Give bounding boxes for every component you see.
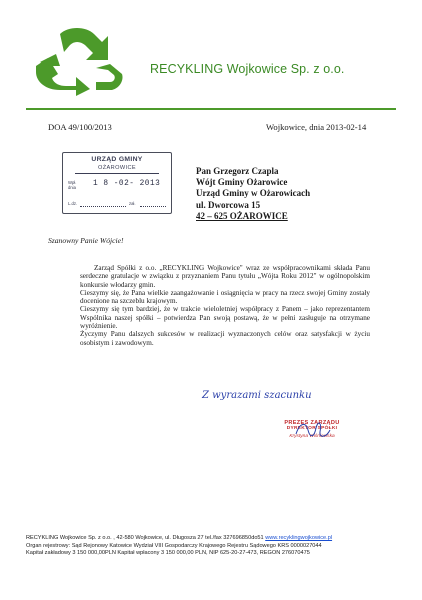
paragraph-3: Cieszymy się tym bardziej, że w trakcie wieloletniej współpracy z Panem – jako reprezentantem Wspólnika naszej spółki – potwierdza Pan swoją postawą, że w pełni zasługuje na otrzymane wyróżnienie.: [80, 305, 370, 331]
signature-stamp-line-3: Krystyna Wiśniewska: [289, 434, 335, 439]
footer-website-link[interactable]: www.recyklingwojkowice.pl: [265, 535, 333, 541]
footer-line-1: [26, 535, 398, 543]
signature-scribble-icon: [290, 418, 340, 442]
stamp-zal-label: zał.: [129, 201, 136, 206]
footer: [26, 535, 398, 558]
recipient-postcode-city: 42 – 625 OŻAROWICE: [196, 210, 288, 221]
salutation: Szanowny Panie Wójcie!: [48, 236, 124, 245]
reference-number: DOA 49/100/2013: [48, 122, 112, 132]
footer-line-2: Organ rejestrowy: Sąd Rejonowy Katowice Wydział VIII Gospodarczy Krajowego Rejestru Sądowego KRS 0000027044: [26, 542, 322, 549]
signature-stamp-line-2: DYREKTOR SPÓŁKI: [286, 426, 338, 431]
stamp-lp-line: [80, 206, 126, 207]
paragraph-4: Życzymy Panu dalszych sukcesów w realizacji wyznaczonych celów oraz satysfakcji w życiu osobistym i zawodowym.: [80, 330, 370, 347]
stamp-wpl-label-1: Wpł.: [68, 180, 77, 185]
stamp-wpl-label-2: dnia: [68, 185, 76, 190]
recipient-address: [196, 166, 310, 222]
footer-line-3: Kapitał zakładowy 3 150 000,00PLN Kapitał wpłacony 3 150 000,00 PLN, NIP 625-20-27-473, REGON 276070475: [26, 550, 310, 557]
stamp-date: 1 8 -02- 2013: [93, 180, 161, 188]
letter-body: [80, 264, 370, 347]
handwritten-closing-text: Z wyrazami szacunku: [202, 390, 312, 401]
stamp-wpl-label: [68, 180, 76, 190]
recipient-street: ul. Dworcowa 15: [196, 199, 261, 210]
place-date: Wojkowice, dnia 2013-02-14: [266, 122, 367, 132]
stamp-zal-line: [140, 206, 166, 207]
stamp-rule: [75, 173, 159, 174]
company-name: RECYKLING Wojkowice Sp. z o.o.: [150, 62, 345, 76]
handwritten-closing: [200, 380, 350, 408]
letterhead-divider: [26, 108, 396, 110]
stamp-title: URZĄD GMINY: [91, 156, 143, 163]
signature-stamp-line-1: PREZES ZARZĄDU: [284, 420, 340, 426]
stamp-lp-label: L.dz.: [68, 201, 78, 206]
recipient-name: Pan Grzegorz Czapla: [196, 166, 279, 176]
recycling-logo-icon: [30, 26, 125, 96]
paragraph-1: Zarząd Spółki z o.o. „RECYKLING Wojkowice" wraz ze współpracownikami składa Panu serdeczne gratulacje w związku z przyznaniem Panu tytułu „Wójta Roku 2012" w ogólnopolskim konkursie włodarzy gmin.: [80, 264, 370, 289]
recipient-title: Wójt Gminy Ożarowice: [196, 177, 288, 188]
paragraph-2: Cieszymy się, że Pana wielkie zaangażowanie i osiągnięcia w pracy na rzecz swojej Gminy zostały docenione na szczeblu krajowym.: [80, 288, 370, 306]
footer-address: RECYKLING Wojkowice Sp. z o.o. , 42-580 Wojkowice, ul. Długosza 27 tel./fax 327696850do51: [26, 535, 266, 541]
recipient-office: Urząd Gminy w Ożarowicach: [196, 188, 311, 199]
incoming-stamp: [62, 152, 172, 214]
stamp-subtitle: OŻAROWICE: [97, 165, 137, 171]
